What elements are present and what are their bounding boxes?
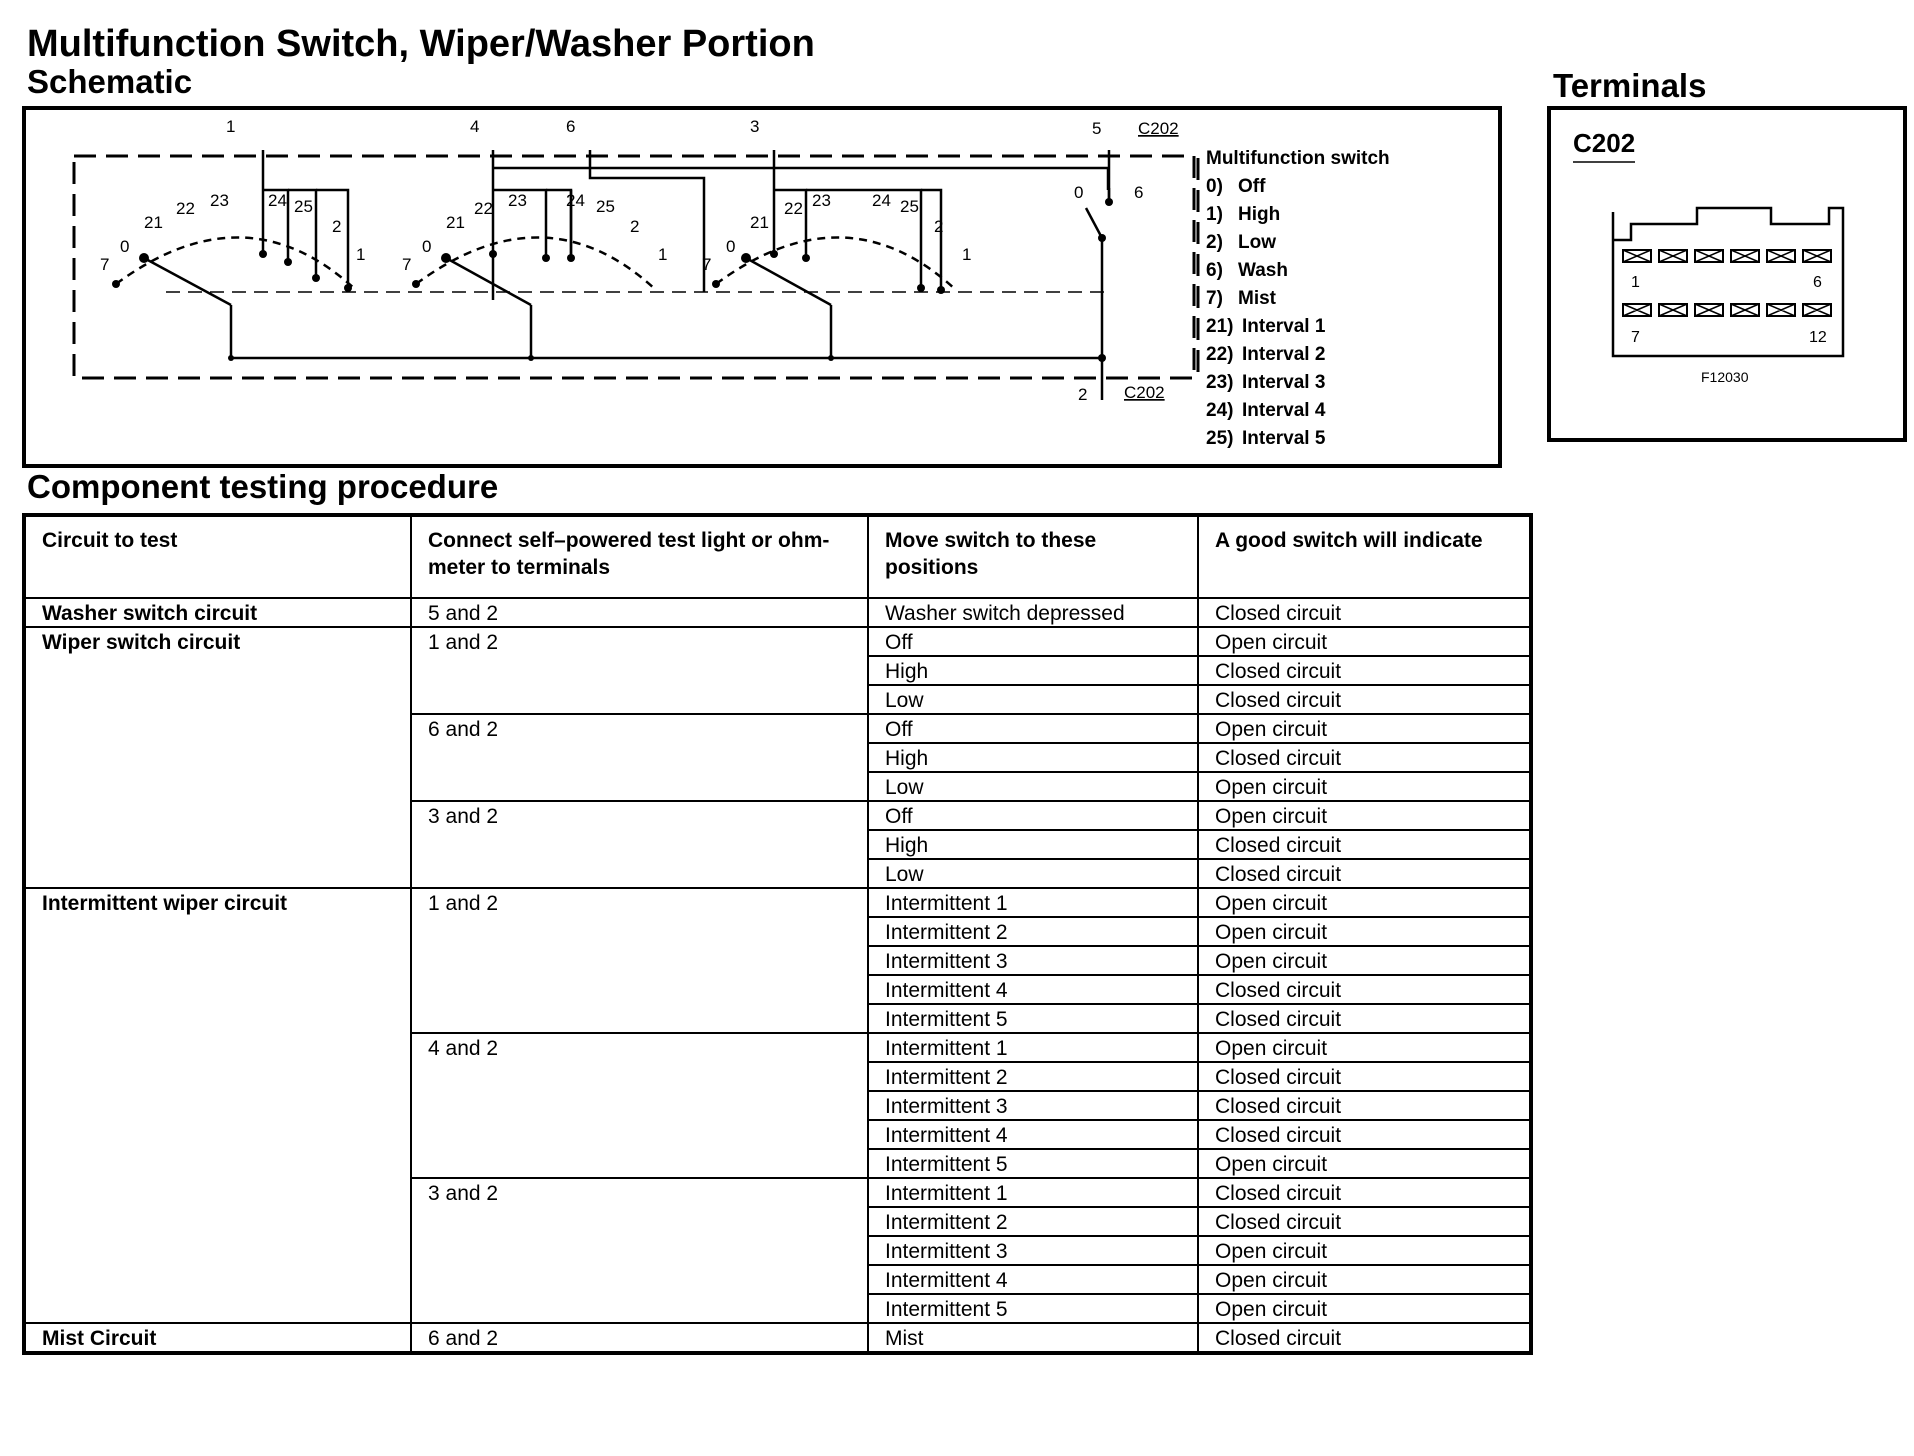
legend-code: 6): [1206, 260, 1223, 281]
position-cell: Intermittent 1: [868, 888, 1198, 917]
position-cell: Intermittent 1: [868, 1178, 1198, 1207]
terminals-cell: 4 and 2: [411, 1033, 868, 1178]
terminals-panel: [1547, 106, 1907, 442]
figure-id: F12030: [1701, 369, 1749, 385]
position-cell: Intermittent 3: [868, 1091, 1198, 1120]
terminals-cell: 3 and 2: [411, 801, 868, 888]
position-cell: Mist: [868, 1323, 1198, 1353]
terminals-cell: 6 and 2: [411, 1323, 868, 1353]
indication-cell: Open circuit: [1198, 946, 1531, 975]
position-cell: Intermittent 3: [868, 946, 1198, 975]
indication-cell: Closed circuit: [1198, 830, 1531, 859]
table-row: [24, 1323, 1531, 1353]
legend-code: 1): [1206, 204, 1223, 225]
position-cell: Intermittent 4: [868, 1265, 1198, 1294]
legend-code: 21): [1206, 316, 1234, 337]
indication-cell: Open circuit: [1198, 772, 1531, 801]
indication-cell: Closed circuit: [1198, 1091, 1531, 1120]
terminal-label-2: 2: [1078, 385, 1088, 404]
connector-title: C202: [1573, 128, 1636, 158]
table-row: [24, 598, 1531, 627]
position-cell: Intermittent 5: [868, 1004, 1198, 1033]
position-cell: Intermittent 5: [868, 1294, 1198, 1323]
position-cell: Off: [868, 801, 1198, 830]
legend-label: Interval 1: [1242, 316, 1326, 337]
indication-cell: Open circuit: [1198, 714, 1531, 743]
terminals-cell: 1 and 2: [411, 627, 868, 714]
indication-cell: Open circuit: [1198, 1265, 1531, 1294]
terminals-cell: 6 and 2: [411, 714, 868, 801]
legend-code: 22): [1206, 344, 1234, 365]
legend-label: Interval 2: [1242, 344, 1326, 365]
pos-label: 1: [962, 245, 972, 264]
pos-label: 2: [630, 217, 640, 236]
terminals-cell: 1 and 2: [411, 888, 868, 1033]
pos-label: 0: [120, 237, 130, 256]
legend-label: Interval 4: [1242, 400, 1326, 421]
legend-code: 2): [1206, 232, 1223, 253]
indication-cell: Closed circuit: [1198, 743, 1531, 772]
indication-cell: Closed circuit: [1198, 1207, 1531, 1236]
terminal-label-4: 4: [470, 117, 480, 136]
pos-label: 21: [446, 213, 465, 232]
pos-label: 25: [900, 197, 919, 216]
pos-label: 21: [144, 213, 163, 232]
indication-cell: Closed circuit: [1198, 1120, 1531, 1149]
legend-code: 24): [1206, 400, 1234, 421]
header-terminals: Connect self–powered test light or ohm- meter to terminals: [411, 515, 868, 598]
position-cell: Off: [868, 714, 1198, 743]
indication-cell: Open circuit: [1198, 1033, 1531, 1062]
wash-switch-blade: [1086, 208, 1102, 238]
pin-label-12: 12: [1809, 329, 1827, 346]
pos-label: 7: [100, 255, 110, 274]
position-cell: Low: [868, 685, 1198, 714]
pos-label: 25: [294, 197, 313, 216]
legend-title: Multifunction switch: [1206, 148, 1390, 169]
legend-label: Off: [1238, 176, 1266, 197]
procedure-table: [22, 513, 1533, 1355]
circuit-cell: Washer switch circuit: [24, 598, 411, 627]
circuit-cell: Wiper switch circuit: [24, 627, 411, 888]
terminals-cell: 3 and 2: [411, 1178, 868, 1323]
terminals-cell: 5 and 2: [411, 598, 868, 627]
pos-label: 1: [356, 245, 366, 264]
indication-cell: Open circuit: [1198, 1294, 1531, 1323]
connector-label-top: C202: [1138, 119, 1179, 138]
pos-label: 24: [566, 191, 585, 210]
wiper-contact-1: [144, 258, 231, 305]
position-cell: Low: [868, 859, 1198, 888]
connector-diagram: [1551, 110, 1903, 438]
pin-label-7: 7: [1631, 329, 1640, 346]
legend-label: Mist: [1238, 288, 1276, 309]
position-cell: Off: [868, 627, 1198, 656]
indication-cell: Open circuit: [1198, 627, 1531, 656]
pos-label: 7: [402, 255, 412, 274]
circuit-cell: Mist Circuit: [24, 1323, 411, 1353]
pos-label: 0: [1074, 183, 1084, 202]
indication-cell: Closed circuit: [1198, 1178, 1531, 1207]
switch-enclosure: [74, 156, 1194, 378]
legend-label: Wash: [1238, 260, 1288, 281]
header-positions: Move switch to these positions: [868, 515, 1198, 598]
schematic-heading: Schematic: [27, 63, 193, 100]
pos-label: 24: [268, 191, 287, 210]
position-cell: Intermittent 5: [868, 1149, 1198, 1178]
procedure-heading: Component testing procedure: [27, 468, 499, 505]
legend-label: Interval 5: [1242, 428, 1326, 449]
indication-cell: Open circuit: [1198, 1149, 1531, 1178]
position-cell: Low: [868, 772, 1198, 801]
pos-label: 2: [332, 217, 342, 236]
position-cell: Intermittent 2: [868, 1207, 1198, 1236]
indication-cell: Closed circuit: [1198, 975, 1531, 1004]
circuit-cell: Intermittent wiper circuit: [24, 888, 411, 1323]
pos-label: 21: [750, 213, 769, 232]
table-header-row: [24, 515, 1531, 598]
indication-cell: Closed circuit: [1198, 1004, 1531, 1033]
position-cell: Intermittent 2: [868, 1062, 1198, 1091]
indication-cell: Closed circuit: [1198, 598, 1531, 627]
pos-label: 0: [422, 237, 432, 256]
legend-code: 25): [1206, 428, 1234, 449]
pos-label: 22: [176, 199, 195, 218]
page-title: Multifunction Switch, Wiper/Washer Portion: [27, 23, 815, 65]
position-cell: Intermittent 3: [868, 1236, 1198, 1265]
indication-cell: Closed circuit: [1198, 685, 1531, 714]
position-cell: Washer switch depressed: [868, 598, 1198, 627]
position-cell: High: [868, 743, 1198, 772]
terminal-label-6: 6: [566, 117, 576, 136]
pin-label-6: 6: [1813, 274, 1822, 291]
procedure-table-body: [24, 598, 1531, 1353]
wiper-contact-2: [446, 258, 531, 305]
pos-label: 25: [596, 197, 615, 216]
legend-code: 7): [1206, 288, 1223, 309]
terminal-label-1: 1: [226, 117, 236, 136]
legend-label: High: [1238, 204, 1281, 225]
schematic-panel: [22, 106, 1502, 468]
legend-label: Interval 3: [1242, 372, 1326, 393]
wiper-contact-3: [746, 258, 831, 305]
legend-code: 0): [1206, 176, 1223, 197]
connector-label-bottom: C202: [1124, 383, 1165, 402]
pos-label: 2: [934, 217, 944, 236]
header-indication: A good switch will indicate: [1198, 515, 1531, 598]
pos-label: 7: [702, 255, 712, 274]
terminal-label-5: 5: [1092, 119, 1102, 138]
pos-label: 23: [210, 191, 229, 210]
table-row: [24, 888, 1531, 917]
pos-label: 23: [812, 191, 831, 210]
position-cell: High: [868, 656, 1198, 685]
indication-cell: Open circuit: [1198, 801, 1531, 830]
position-cell: Intermittent 4: [868, 1120, 1198, 1149]
header-circuit: Circuit to test: [24, 515, 411, 598]
pos-label: 22: [784, 199, 803, 218]
legend-code: 23): [1206, 372, 1234, 393]
pos-label: 1: [658, 245, 668, 264]
pos-label: 6: [1134, 183, 1144, 202]
position-cell: Intermittent 4: [868, 975, 1198, 1004]
table-row: [24, 627, 1531, 656]
pin-cavities: [1623, 250, 1831, 316]
position-cell: Intermittent 1: [868, 1033, 1198, 1062]
indication-cell: Open circuit: [1198, 888, 1531, 917]
terminal-label-3: 3: [750, 117, 760, 136]
legend-label: Low: [1238, 232, 1276, 253]
schematic-diagram: [26, 110, 1498, 464]
indication-cell: Closed circuit: [1198, 1062, 1531, 1091]
indication-cell: Closed circuit: [1198, 1323, 1531, 1353]
position-cell: High: [868, 830, 1198, 859]
pos-label: 24: [872, 191, 891, 210]
switch-arc-2: [416, 237, 656, 290]
indication-cell: Open circuit: [1198, 917, 1531, 946]
pin-label-1: 1: [1631, 274, 1640, 291]
pos-label: 22: [474, 199, 493, 218]
indication-cell: Closed circuit: [1198, 859, 1531, 888]
position-cell: Intermittent 2: [868, 917, 1198, 946]
pos-label: 23: [508, 191, 527, 210]
indication-cell: Open circuit: [1198, 1236, 1531, 1265]
pos-label: 0: [726, 237, 736, 256]
terminals-heading: Terminals: [1553, 67, 1707, 104]
indication-cell: Closed circuit: [1198, 656, 1531, 685]
